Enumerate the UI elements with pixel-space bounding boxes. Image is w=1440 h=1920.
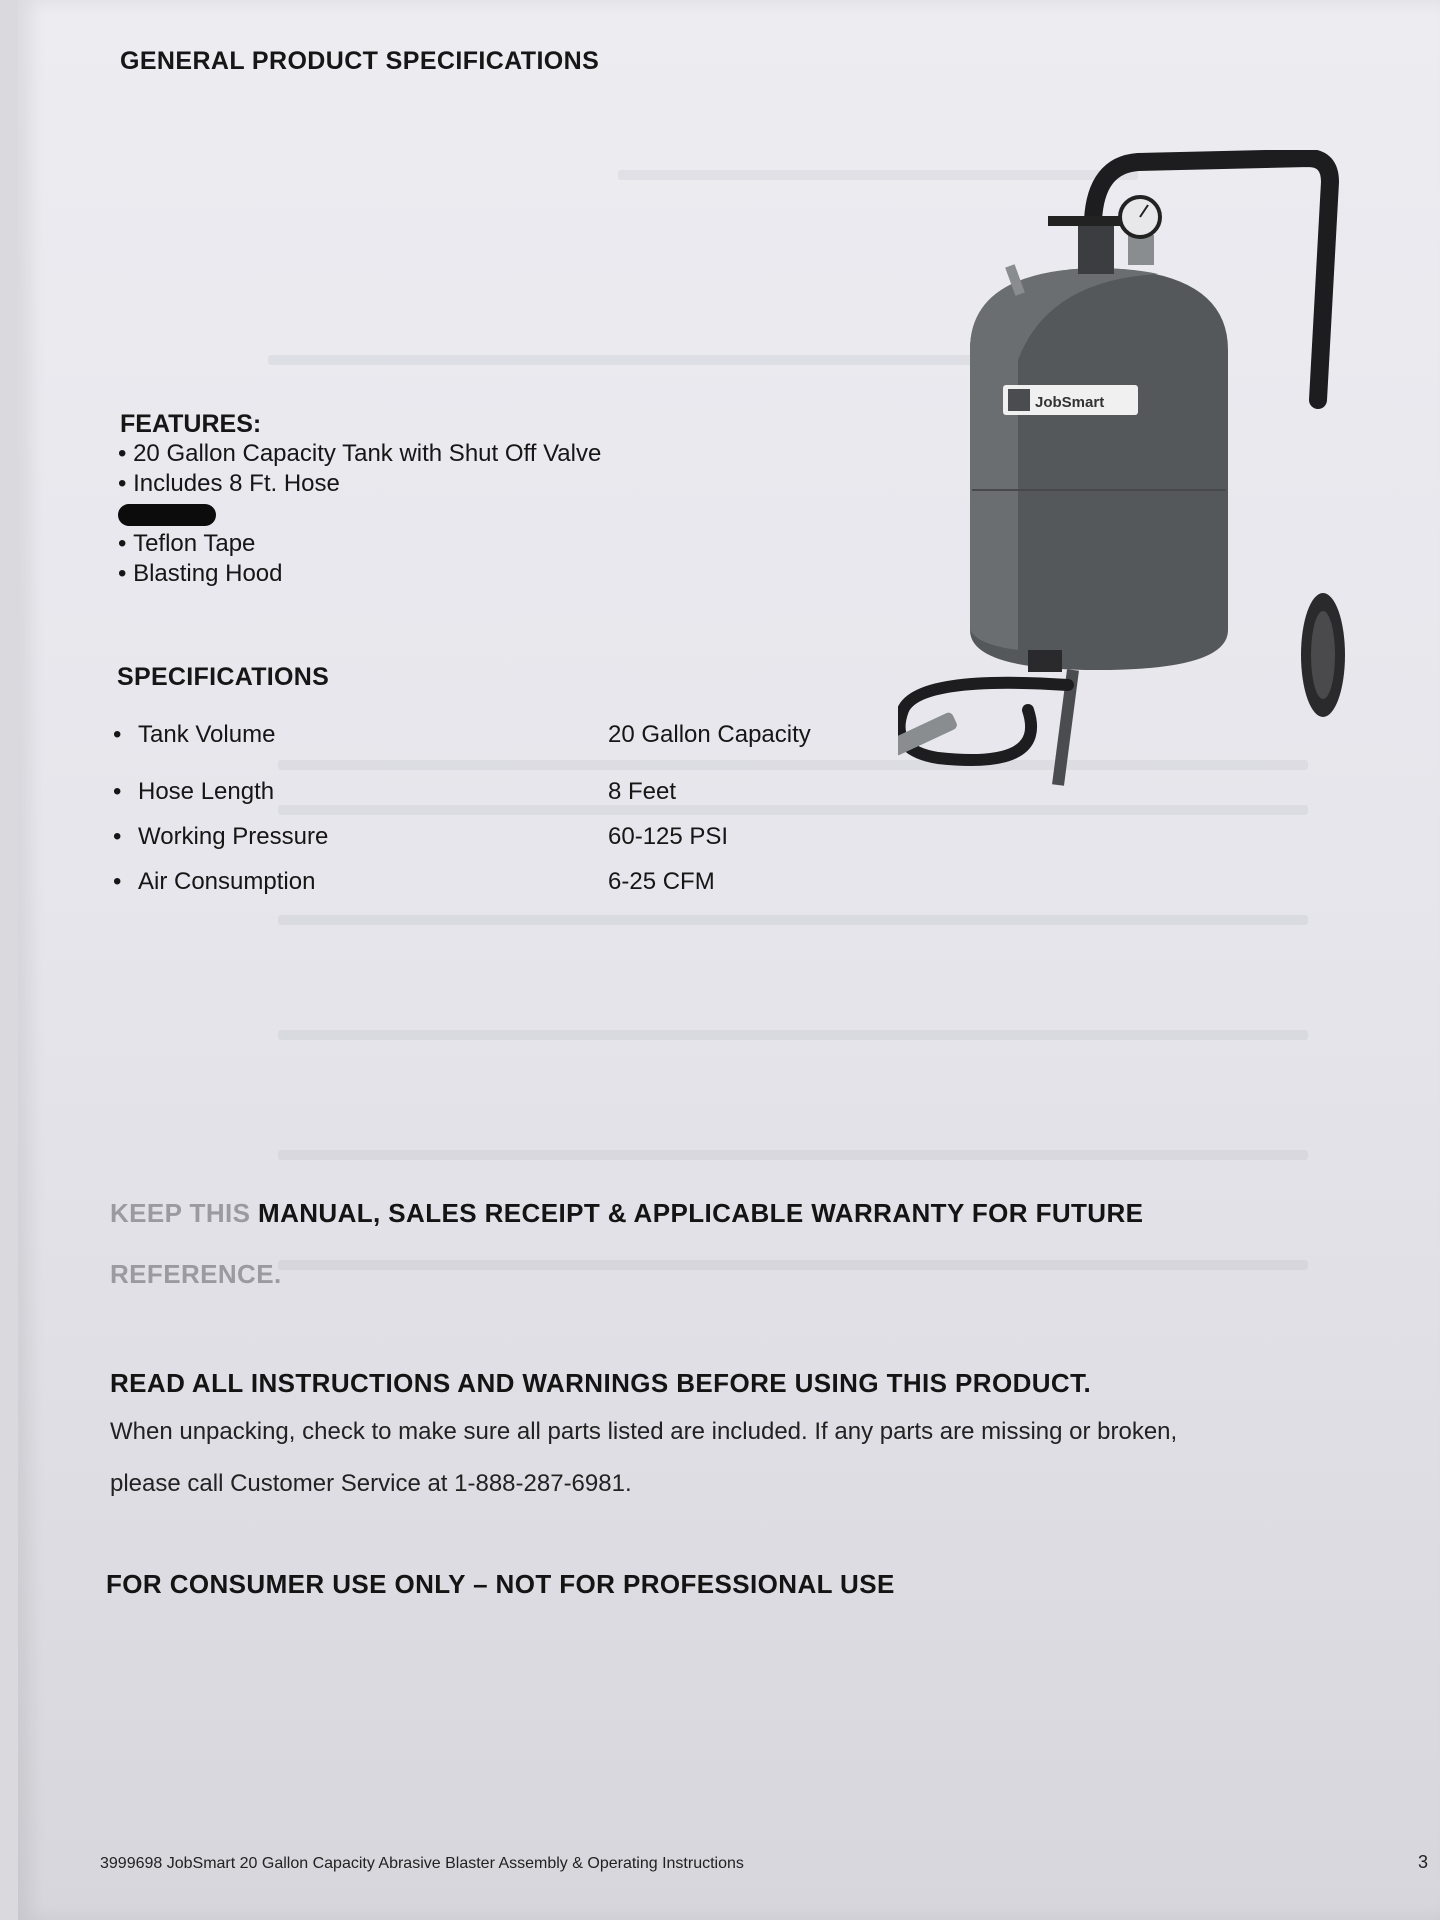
wheel-hub [1311, 611, 1335, 699]
specifications-heading: SPECIFICATIONS [117, 663, 330, 691]
features-list [118, 439, 601, 589]
bleed-through-text [278, 805, 1308, 815]
consumer-use-notice: FOR CONSUMER USE ONLY – NOT FOR PROFESSIONAL USE [106, 1569, 895, 1599]
bleed-through-text [278, 1150, 1308, 1160]
spec-value: 8 Feet [608, 778, 677, 805]
spec-label: • Working Pressure [113, 823, 328, 851]
spec-value: 20 Gallon Capacity [608, 721, 811, 748]
keep-manual-notice [110, 1198, 1143, 1229]
feature-item: • Includes 8 Ft. Hose [118, 469, 601, 499]
spec-label: • Tank Volume [113, 721, 275, 749]
keep-notice-faded-end: REFERENCE. [110, 1259, 282, 1289]
regulator [1128, 235, 1154, 265]
redaction-mark [118, 504, 216, 526]
keep-notice-faded-start: KEEP THIS [110, 1198, 251, 1228]
feature-item: • Teflon Tape [118, 529, 601, 559]
brand-label-text: JobSmart [1035, 394, 1105, 411]
spec-label: • Air Consumption [113, 868, 315, 896]
bleed-through-text [278, 1030, 1308, 1040]
spec-value: 60-125 PSI [608, 823, 729, 850]
abrasive-blaster-image [898, 150, 1378, 800]
page-number: 3 [1418, 1852, 1429, 1872]
feature-item: • Blasting Hood [118, 559, 601, 589]
fill-valve [1078, 222, 1114, 274]
footer-text: 3999698 JobSmart 20 Gallon Capacity Abrasive Blaster Assembly & Operating Instructions [100, 1855, 744, 1872]
redacted-feature [118, 499, 601, 529]
manual-page [18, 0, 1440, 1920]
read-all-warning: READ ALL INSTRUCTIONS AND WARNINGS BEFORE USING THIS PRODUCT. [110, 1368, 1092, 1398]
general-specifications-heading: GENERAL PRODUCT SPECIFICATIONS [120, 47, 600, 75]
unpack-instructions-line2: please call Customer Service at 1-888-287-6981. [110, 1470, 632, 1497]
blast-hose [900, 683, 1068, 760]
tank-bottom-valve [1028, 650, 1062, 672]
bleed-through-text [278, 915, 1308, 925]
features-heading: FEATURES: [120, 410, 262, 438]
bleed-through-text [278, 1260, 1308, 1270]
feature-item: • 20 Gallon Capacity Tank with Shut Off Valve [118, 439, 601, 469]
keep-notice-text: MANUAL, SALES RECEIPT & APPLICABLE WARRANTY FOR FUTURE [258, 1198, 1144, 1228]
unpack-instructions-line1: When unpacking, check to make sure all parts listed are included. If any parts are missing or broken, [110, 1418, 1178, 1445]
spec-value: 6-25 CFM [608, 868, 715, 895]
spec-label: • Hose Length [113, 778, 274, 806]
brand-logo [1008, 389, 1030, 411]
